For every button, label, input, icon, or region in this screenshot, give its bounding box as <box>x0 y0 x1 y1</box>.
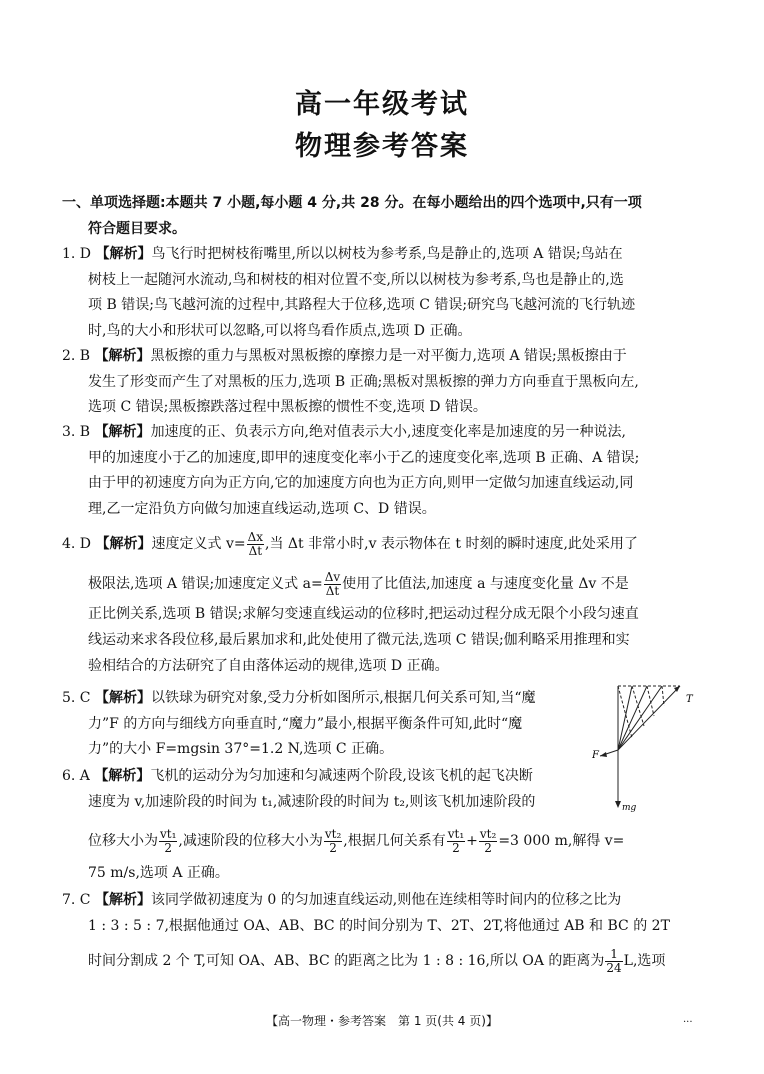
answer-2-tag: 【解析】 <box>94 348 151 364</box>
answer-4-number: 4. D <box>62 536 92 552</box>
answer-3-tag: 【解析】 <box>94 424 151 440</box>
answer-6 <box>62 764 702 887</box>
answer-7-text: 该同学做初速度为 0 的匀加速直线运动,则他在连续相等时间内的位移之比为 <box>150 892 622 908</box>
fraction-denominator: 2 <box>329 840 337 855</box>
fraction <box>447 828 465 855</box>
label-F: F <box>592 750 599 761</box>
tension-line <box>618 686 680 750</box>
dashed-line <box>632 686 644 726</box>
answer-6-tag: 【解析】 <box>94 768 151 784</box>
fraction-denominator: 2 <box>484 840 492 855</box>
answer-7-text: L,选项 <box>623 953 666 969</box>
answer-5-tag: 【解析】 <box>94 690 151 706</box>
answer-7-number: 7. C <box>62 892 91 908</box>
answer-1-text: 项 B 错误;鸟飞越河流的过程中,其路程大于位移,选项 C 错误;研究鸟飞越河流的飞行轨迹 <box>88 297 636 313</box>
answer-1-number: 1. D <box>62 246 92 262</box>
fraction-denominator: 2 <box>452 840 460 855</box>
answer-4-text: 速度定义式 v= <box>151 536 246 552</box>
section-heading-line1: 一、单项选择题:本题共 7 小题,每小题 4 分,共 28 分。在每小题给出的四个选项中,只有一项 <box>62 195 642 211</box>
fraction-numerator: vt₁ <box>160 826 177 841</box>
fraction-numerator: vt₁ <box>447 826 465 841</box>
fraction-denominator: Δt <box>248 543 263 558</box>
answer-2-number: 2. B <box>62 348 91 364</box>
answer-2 <box>62 344 702 421</box>
fraction <box>324 828 342 855</box>
answer-6-text: 75 m/s,选项 A 正确。 <box>88 865 229 881</box>
answer-1-text: 树枝上一起随河水流动,鸟和树枝的相对位置不变,所以以树枝为参考系,鸟也是静止的,选 <box>88 271 624 288</box>
fraction-numerator: vt₂ <box>324 826 342 841</box>
answer-5 <box>62 686 602 763</box>
answer-6-number: 6. A <box>62 768 90 784</box>
answer-1-text: 时,鸟的大小和形状可以忽略,可以将鸟看作质点,选项 D 正确。 <box>88 322 472 339</box>
section-heading <box>62 190 702 242</box>
label-T: T <box>686 694 693 705</box>
answer-4 <box>62 528 702 679</box>
page-footer: 【高一物理・参考答案 第 1 页(共 4 页)】 <box>266 1014 498 1028</box>
answer-6-text: 位移大小为 <box>88 833 158 849</box>
answer-6-text: 飞机的运动分为匀加速和匀减速两个阶段,设该飞机的起飞决断 <box>150 768 533 784</box>
fraction <box>605 948 622 975</box>
answer-3 <box>62 420 702 522</box>
fraction-numerator: vt₂ <box>479 826 497 841</box>
fraction <box>159 828 177 855</box>
fraction-denominator: 24 <box>606 960 622 975</box>
answer-7-text: 时间分割成 2 个 T,可知 OA、AB、BC 的距离之比为 1 : 8 : 16,所以 OA 的距离为 <box>88 953 605 969</box>
answer-1-text: 鸟飞行时把树枝衔嘴里,所以以树枝为参考系,鸟是静止的,选项 A 错误;鸟站在 <box>151 246 623 262</box>
fraction-numerator: Δv <box>324 569 341 584</box>
fraction-denominator: 2 <box>164 840 173 855</box>
answer-7 <box>62 888 702 981</box>
page-subtitle: 物理参考答案 <box>295 131 469 162</box>
answer-3-text: 由于甲的初速度方向为正方向,它的加速度方向也为正方向,则甲一定做匀加速直线运动,同 <box>88 475 634 491</box>
answer-5-number: 5. C <box>62 690 91 706</box>
answer-1 <box>62 242 702 344</box>
fraction-numerator: 1 <box>605 948 622 962</box>
answer-7-text: 1 : 3 : 5 : 7,根据他通过 OA、AB、BC 的时间分别为 T、2T、2T,将他通过 AB 和 BC 的 2T <box>88 917 670 934</box>
answer-2-text: 选项 C 错误;黑板擦跌落过程中黑板擦的惯性不变,选项 D 错误。 <box>88 399 487 415</box>
answer-3-number: 3. B <box>62 424 91 440</box>
page-title: 高一年级考试 <box>295 89 469 120</box>
answer-5-text: 以铁球为研究对象,受力分析如图所示,根据几何关系可知,当“魔 <box>150 690 536 706</box>
fraction-numerator: Δx <box>247 529 264 544</box>
answer-5-text: 力”的大小 F=mgsin 37°=1.2 N,选项 C 正确。 <box>88 741 394 757</box>
arrow-head <box>600 752 607 757</box>
answer-6-text: 速度为 v,加速阶段的时间为 t₁,减速阶段的时间为 t₂,则该飞机加速阶段的 <box>88 793 536 810</box>
answer-6-text: ,根据几何关系有 <box>343 833 446 849</box>
answer-4-text: 验相结合的方法研究了自由落体运动的规律,选项 D 正确。 <box>88 658 449 674</box>
answer-6-text: + <box>466 833 478 849</box>
force-ray <box>618 686 647 750</box>
answer-7-tag: 【解析】 <box>94 892 151 908</box>
answer-6-text: ,减速阶段的位移大小为 <box>178 833 323 849</box>
answer-5-text: 力”F 的方向与细线方向垂直时,“魔力”最小,根据平衡条件可知,此时“魔 <box>88 715 523 732</box>
fraction <box>324 571 341 598</box>
dashed-line <box>647 686 654 716</box>
answer-4-text: 线运动来求各段位移,最后累加求和,此处使用了微元法,选项 C 错误;伽利略采用推理和实 <box>88 632 630 648</box>
answer-3-text: 甲的加速度小于乙的加速度,即甲的速度变化率小于乙的速度变化率,选项 B 正确、A 错误; <box>88 449 640 466</box>
fraction <box>479 828 497 855</box>
answer-3-text: 加速度的正、负表示方向,绝对值表示大小,速度变化率是加速度的另一种说法, <box>150 424 626 440</box>
answer-4-text: 正比例关系,选项 B 错误;求解匀变速直线运动的位移时,把运动过程分成无限个小段匀速直 <box>88 606 639 622</box>
answer-4-text: 极限法,选项 A 错误;加速度定义式 a= <box>88 576 323 592</box>
fraction-denominator: Δt <box>325 583 340 598</box>
answer-6-text: =3 000 m,解得 v= <box>498 833 625 849</box>
answer-2-text: 黑板擦的重力与黑板对黑板擦的摩擦力是一对平衡力,选项 A 错误;黑板擦由于 <box>150 348 627 364</box>
answer-4-text: 使用了比值法,加速度 a 与速度变化量 Δv 不是 <box>342 576 629 592</box>
answer-4-tag: 【解析】 <box>95 536 152 552</box>
answer-4-text: ,当 Δt 非常小时,v 表示物体在 t 时刻的瞬时速度,此处采用了 <box>265 536 638 552</box>
answer-2-text: 发生了形变而产生了对黑板的压力,选项 B 正确;黑板对黑板擦的弹力方向垂直于黑板向左, <box>88 373 639 390</box>
section-heading-line2: 符合题目要求。 <box>88 221 186 237</box>
answer-3-text: 理,乙一定沿负方向做匀加速直线运动,选项 C、D 错误。 <box>88 500 436 517</box>
answer-1-tag: 【解析】 <box>95 246 152 262</box>
label-mg: mg <box>622 803 637 813</box>
corner-mark: ... <box>683 1014 693 1025</box>
fraction <box>247 531 264 558</box>
